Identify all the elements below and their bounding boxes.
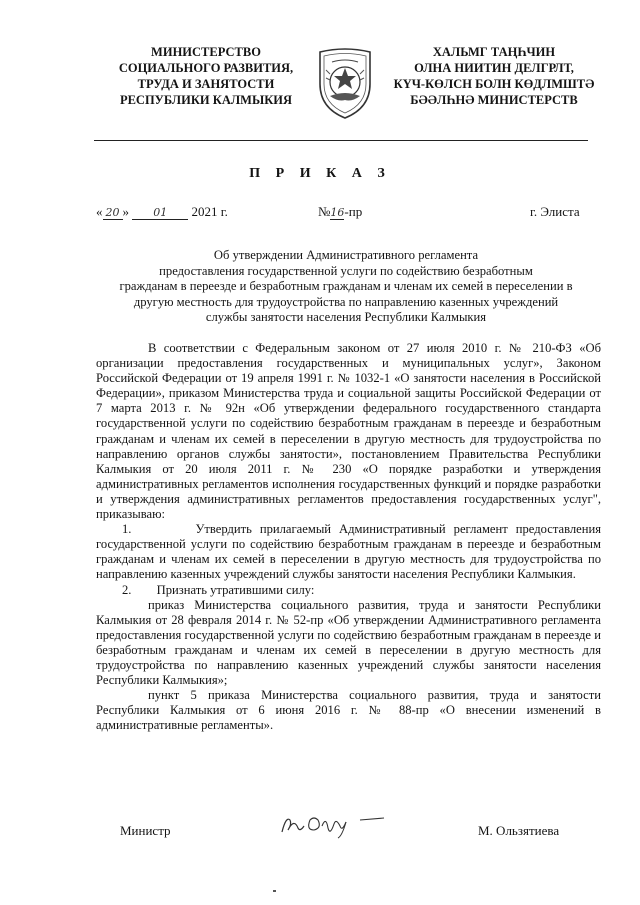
order-date bbox=[96, 204, 228, 220]
header-line: БӘӘЛҺНӘ МИНИСТЕРСТВ bbox=[410, 93, 578, 107]
order-body bbox=[96, 341, 601, 733]
item-1-paragraph: 1. Утвердить прилагаемый Административный регламент предоставления государственной услуги по содействию безработным гражданам в переезде и безработным гражданам и членам их семей в переселении в другую местность для трудоустройства по направлению казенных учреждений службы занятости населения Республики Калмыкия. bbox=[96, 522, 601, 582]
item-2-paragraph: 2. Признать утратившими силу: bbox=[122, 582, 315, 597]
header-line: ТРУДА И ЗАНЯТОСТИ bbox=[137, 77, 275, 91]
date-open-quote: « bbox=[96, 204, 103, 219]
number-value: 16 bbox=[330, 206, 345, 219]
scan-speck bbox=[273, 890, 276, 892]
header-line: СОЦИАЛЬНОГО РАЗВИТИЯ, bbox=[118, 61, 294, 75]
header-line: ХАЛЬМГ ТАҢҺЧИН bbox=[432, 45, 556, 59]
order-city: г. Элиста bbox=[530, 204, 580, 219]
header-line: КҮЧ-КӨЛСН БОЛН КӨДЛМШТӘ bbox=[393, 77, 595, 91]
item-2a-paragraph: приказ Министерства социального развития, труда и занятости Республики Калмыкия от 28 февраля 2014 г. № 52-пр «Об утверждении Административного регламента предоставления государственной услуги по содействию безработным гражданам в переезде и безработным гражданам и членам их семей в переселении в другую местность для трудоустройства по направлению казенных учреждений службы занятости населения Республики Калмыкия»; bbox=[96, 597, 601, 688]
header-divider bbox=[94, 140, 588, 141]
number-suffix: -пр bbox=[344, 204, 363, 219]
date-day: 20 bbox=[103, 206, 123, 220]
subject-line: предоставления государственной услуги по содействию безработным bbox=[159, 263, 533, 278]
calmykia-coat-of-arms-emblem-icon bbox=[312, 46, 378, 120]
signatory-position: Министр bbox=[120, 823, 171, 838]
subject-line: Об утверждении Административного регламента bbox=[213, 248, 479, 262]
ministry-name-kalmyk bbox=[380, 44, 608, 108]
header-line: МИНИСТЕРСТВО bbox=[151, 45, 261, 59]
number-sign: № bbox=[318, 204, 331, 219]
order-number bbox=[318, 204, 362, 220]
preamble-paragraph: В соответствии с Федеральным законом от 27 июля 2010 г. № 210-ФЗ «Об организации предоставления государственных и муниципальных услуг», Законом Российской Федерации от 19 апреля 1991 г. № 1032-1 «О занятости населения в Российской Федерации», приказом Министерства труда и социальной защиты Российской Федерации от 7 марта 2013 г. № 92н «Об утверждении федерального государственного стандарта государственной услуги по содействию безработным гражданам в переезде и безработным гражданам и членам их семей в переселении в другую местность для трудоустройства по направлению органов службы занятости», постановлением Правительства Республики Калмыкия от 20 июля 2011 г. № 230 «О порядке разработки и утверждения административных регламентов исполнения государственных функций и порядке разработки и утверждения административных регламентов предоставления государственных услуг", приказываю: bbox=[96, 341, 601, 522]
header-line: РЕСПУБЛИКИ КАЛМЫКИЯ bbox=[119, 93, 293, 107]
signatory-name: М. Ользятиева bbox=[478, 823, 560, 838]
document-title: П Р И К А З bbox=[249, 166, 391, 181]
header-line: ОЛНА НИИТИН ДЕЛГРЛТ, bbox=[414, 61, 574, 75]
date-month: 01 bbox=[132, 206, 188, 220]
date-year: 2021 г. bbox=[191, 204, 228, 219]
handwritten-signature-icon bbox=[276, 806, 392, 840]
subject-line: гражданам в переезде и безработным гражданам и членам их семей в переселении в bbox=[119, 279, 573, 293]
date-close-quote: » bbox=[122, 204, 129, 219]
ministry-name-russian bbox=[96, 44, 316, 108]
order-subject bbox=[90, 248, 602, 326]
subject-line: службы занятости населения Республики Калмыкия bbox=[205, 310, 487, 324]
item-2b-paragraph: пункт 5 приказа Министерства социального развития, труда и занятости Республики Калмыкия от 6 июня 2016 г. № 88-пр «О внесении изменений в административные регламенты». bbox=[96, 688, 601, 733]
subject-line: другую местность для трудоустройства по направлению казенных учреждений bbox=[133, 294, 559, 309]
